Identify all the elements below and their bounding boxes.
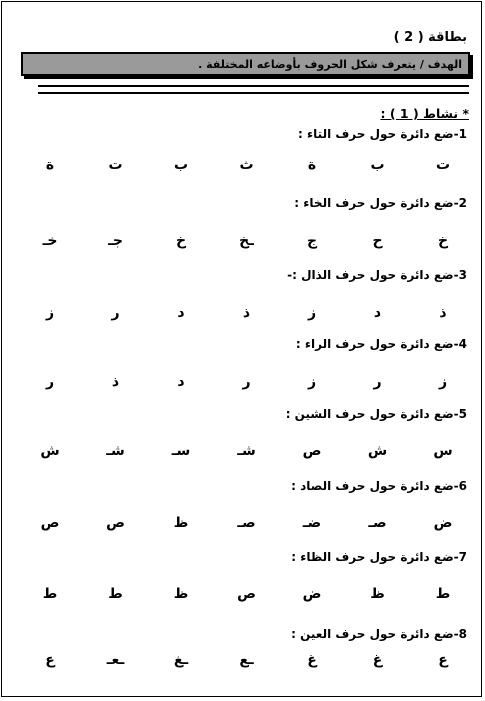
- worksheet-page: [1, 1, 482, 697]
- letter-row-7: [32, 583, 461, 605]
- letter-option[interactable]: ـع: [239, 652, 254, 668]
- letter-option[interactable]: ر: [45, 374, 55, 390]
- letter-option[interactable]: ر: [373, 374, 382, 390]
- letter-option[interactable]: ط: [42, 586, 58, 602]
- letter-option[interactable]: ظ: [370, 586, 385, 602]
- goal-text: الهدف / يتعرف شكل الحروف بأوضاعه المختلفة .: [198, 57, 462, 71]
- letter-option[interactable]: ص: [40, 515, 60, 531]
- letter-row-1: [32, 154, 461, 176]
- letter-option[interactable]: ط: [435, 586, 451, 602]
- letter-option[interactable]: خ: [175, 233, 187, 249]
- letter-option[interactable]: ث: [239, 157, 254, 173]
- card-title: بطاقة ( 2 ): [393, 30, 467, 45]
- question-prompt-6: 6-ضع دائرة حول حرف الصاد :: [291, 479, 467, 493]
- letter-option[interactable]: ع: [438, 652, 448, 668]
- letter-option[interactable]: صـ: [237, 515, 256, 531]
- question-prompt-5: 5-ضع دائرة حول حرف الشين :: [285, 407, 467, 421]
- letter-option[interactable]: ة: [45, 157, 55, 173]
- letter-option[interactable]: ض: [433, 515, 453, 531]
- letter-option[interactable]: ذ: [111, 374, 120, 390]
- letter-row-3: [32, 302, 461, 324]
- letter-option[interactable]: ـخ: [239, 233, 254, 249]
- letter-option[interactable]: ت: [108, 157, 123, 173]
- letter-row-4: [32, 371, 461, 393]
- letter-option[interactable]: ط: [108, 586, 123, 602]
- letter-option[interactable]: ت: [435, 157, 451, 173]
- letter-option[interactable]: د: [177, 305, 185, 321]
- letter-option[interactable]: ص: [302, 443, 322, 459]
- letter-option[interactable]: ـعـ: [106, 652, 125, 668]
- question-prompt-7: 7-ضع دائرة حول حرف الظاء :: [291, 550, 467, 564]
- letter-option[interactable]: ة: [307, 157, 317, 173]
- letter-row-8: [32, 649, 461, 671]
- goal-banner: [21, 52, 470, 76]
- letter-option[interactable]: ب: [173, 157, 189, 173]
- letter-option[interactable]: ر: [242, 374, 251, 390]
- letter-option[interactable]: ز: [307, 374, 317, 390]
- letter-option[interactable]: ذ: [439, 305, 447, 321]
- letter-row-5: [32, 440, 461, 462]
- question-prompt-8: 8-ضع دائرة حول حرف العين :: [291, 627, 467, 641]
- letter-option[interactable]: ص: [237, 586, 256, 602]
- letter-option[interactable]: ز: [45, 305, 55, 321]
- letter-option[interactable]: ذ: [242, 305, 251, 321]
- letter-option[interactable]: خـ: [42, 233, 58, 249]
- letter-option[interactable]: ح: [372, 233, 383, 249]
- letter-option[interactable]: ش: [367, 443, 388, 459]
- letter-option[interactable]: ظ: [173, 515, 189, 531]
- question-prompt-3: 3-ضع دائرة حول حرف الذال :-: [287, 268, 467, 282]
- letter-option[interactable]: ز: [307, 305, 317, 321]
- letter-option[interactable]: غ: [372, 652, 383, 668]
- question-prompt-2: 2-ضع دائرة حول حرف الخاء :: [294, 196, 467, 210]
- question-prompt-4: 4-ضع دائرة حول حرف الراء :: [295, 337, 467, 351]
- letter-option[interactable]: ظ: [173, 586, 189, 602]
- letter-option[interactable]: ع: [45, 652, 55, 668]
- letter-option[interactable]: ص: [106, 515, 125, 531]
- letter-option[interactable]: د: [373, 305, 382, 321]
- letter-option[interactable]: ـغ: [173, 652, 189, 668]
- letter-option[interactable]: ض: [302, 586, 322, 602]
- letter-option[interactable]: س: [433, 443, 453, 459]
- letter-option[interactable]: ز: [438, 374, 448, 390]
- letter-option[interactable]: شـ: [237, 443, 256, 459]
- letter-option[interactable]: ج: [306, 233, 318, 249]
- letter-option[interactable]: صـ: [368, 515, 387, 531]
- letter-option[interactable]: ب: [370, 157, 385, 173]
- letter-option[interactable]: شـ: [106, 443, 125, 459]
- double-separator: [38, 85, 469, 94]
- question-prompt-1: 1-ضع دائرة حول حرف التاء :: [298, 127, 467, 141]
- letter-option[interactable]: غ: [307, 652, 317, 668]
- letter-option[interactable]: جـ: [108, 233, 123, 249]
- letter-option[interactable]: ش: [40, 443, 60, 459]
- letter-row-2: [32, 230, 461, 252]
- letter-option[interactable]: سـ: [171, 443, 191, 459]
- letter-option[interactable]: ضـ: [302, 515, 322, 531]
- letter-option[interactable]: ر: [111, 305, 120, 321]
- activity-title: * نشاط ( 1 ) :: [380, 106, 469, 121]
- letter-option[interactable]: د: [177, 374, 185, 390]
- letter-row-6: [32, 512, 461, 534]
- letter-option[interactable]: خ: [437, 233, 449, 249]
